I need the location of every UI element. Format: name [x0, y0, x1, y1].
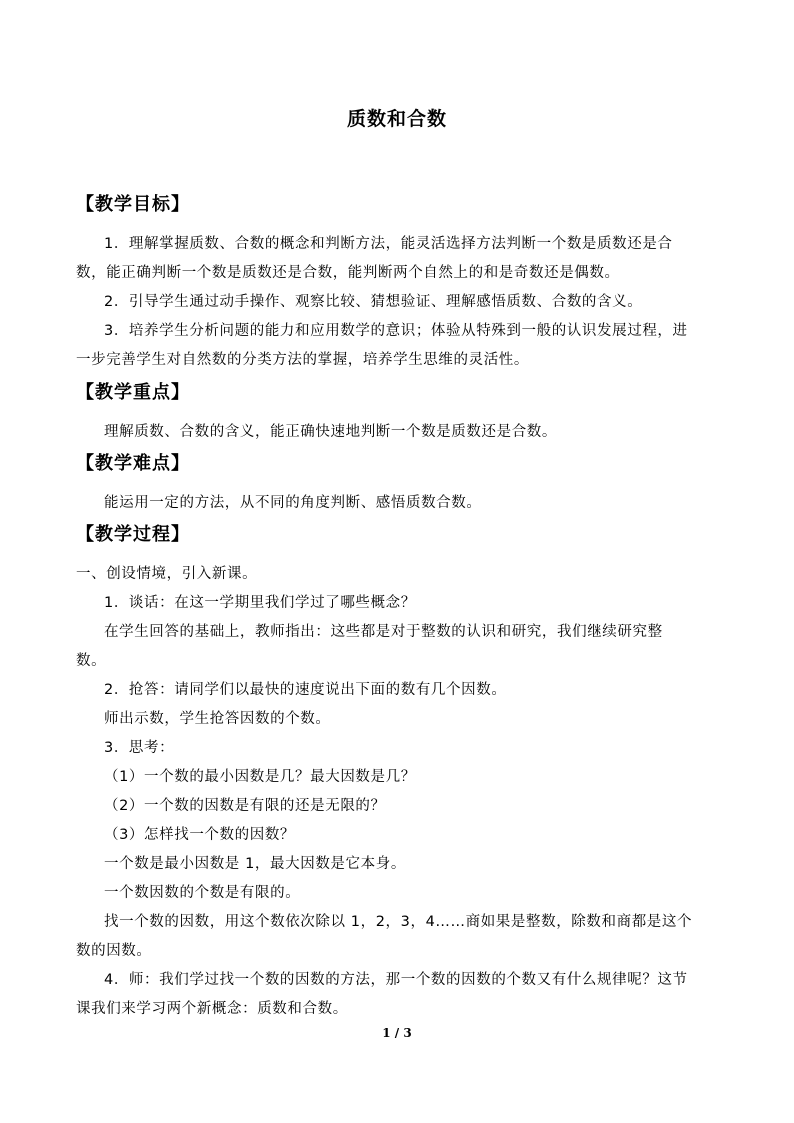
process-line-3: 在学生回答的基础上，教师指出：这些都是对于整数的认识和研究，我们继续研究整: [104, 624, 663, 640]
process-line-14: 数的因数。: [76, 943, 152, 959]
process-line-12: 一个数因数的个数是有限的。: [104, 885, 301, 901]
process-line-9: （2）一个数的因数是有限的还是无限的？: [104, 798, 386, 814]
objective-line-5: 一步完善学生对自然数的分类方法的掌握，培养学生思维的灵活性。: [76, 352, 529, 368]
process-line-8: （1）一个数的最小因数是几？最大因数是几？: [104, 769, 416, 785]
process-line-5: 2．抢答：请同学们以最快的速度说出下面的数有几个因数。: [104, 682, 507, 698]
process-line-10: （3）怎样找一个数的因数？: [104, 827, 296, 843]
heading-key-points: 【教学重点】: [76, 382, 190, 403]
process-line-11: 一个数是最小因数是 1，最大因数是它本身。: [104, 856, 406, 872]
heading-difficulties: 【教学难点】: [76, 453, 190, 474]
process-line-4: 数。: [76, 653, 107, 669]
process-line-2: 1．谈话：在这一学期里我们学过了哪些概念？: [104, 595, 416, 611]
difficulties-text: 能运用一定的方法，从不同的角度判断、感悟质数合数。: [104, 495, 482, 511]
process-line-6: 师出示数，学生抢答因数的个数。: [104, 711, 331, 727]
process-line-15: 4．师：我们学过找一个数的因数的方法，那一个数的因数的个数又有什么规律呢？这节: [104, 972, 688, 988]
document-title: 质数和合数: [346, 108, 447, 130]
objective-line-4: 3．培养学生分析问题的能力和应用数学的意识；体验从特殊到一般的认识发展过程，进: [104, 323, 688, 339]
page-number: 1 / 3: [382, 1026, 412, 1040]
process-line-7: 3．思考：: [104, 740, 175, 756]
key-points-text: 理解质数、合数的含义，能正确快速地判断一个数是质数还是合数。: [104, 424, 557, 440]
process-line-16: 课我们来学习两个新概念：质数和合数。: [76, 1001, 348, 1017]
process-line-13: 找一个数的因数，用这个数依次除以 1，2，3，4……商如果是整数，除数和商都是这个: [104, 914, 693, 930]
process-line-1: 一、创设情境，引入新课。: [76, 566, 258, 582]
objective-line-3: 2．引导学生通过动手操作、观察比较、猜想验证、理解感悟质数、合数的含义。: [104, 294, 643, 310]
objective-line-2: 数，能正确判断一个数是质数还是合数，能判断两个自然上的和是奇数还是偶数。: [76, 265, 620, 281]
objective-line-1: 1．理解掌握质数、合数的概念和判断方法，能灵活选择方法判断一个数是质数还是合: [104, 236, 673, 252]
heading-objectives: 【教学目标】: [76, 194, 190, 215]
heading-process: 【教学过程】: [76, 524, 190, 545]
